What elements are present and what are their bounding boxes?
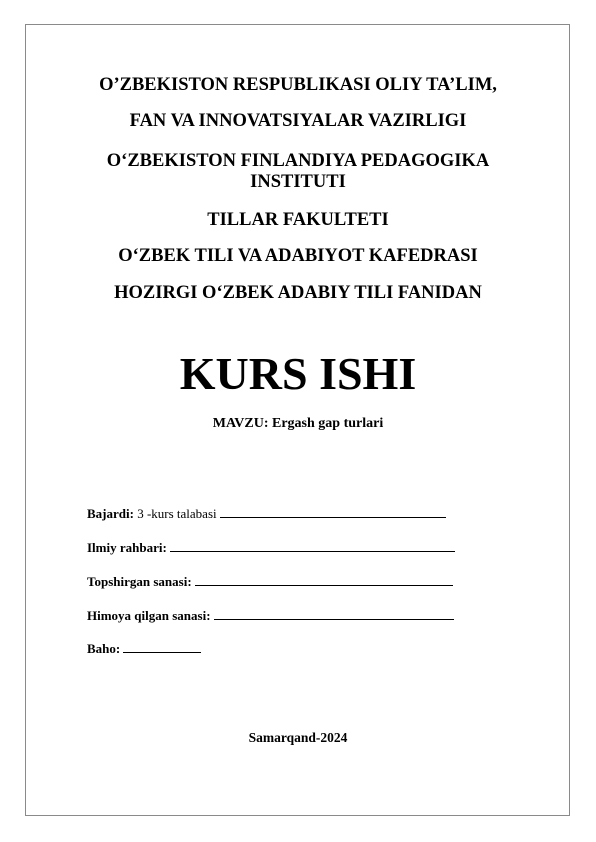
fill-line xyxy=(214,608,454,620)
field-bajardi xyxy=(87,506,446,522)
field-ilmiy-rahbari-label: Ilmiy rahbari: xyxy=(87,540,167,555)
fill-line xyxy=(220,506,446,518)
header-institute-line1: O‘ZBEKISTON FINLANDIYA PEDAGOGIKA xyxy=(106,151,490,171)
header-department: O‘ZBEK TILI VA ADABIYOT KAFEDRASI xyxy=(118,246,478,266)
header-ministry-line2: FAN VA INNOVATSIYALAR VAZIRLIGI xyxy=(129,111,467,131)
footer-city-year: Samarqand-2024 xyxy=(248,730,348,745)
fill-line xyxy=(123,641,201,653)
header-ministry-line1: O’ZBEKISTON RESPUBLIKASI OLIY TA’LIM, xyxy=(99,75,497,95)
fill-line xyxy=(170,540,455,552)
field-baho xyxy=(87,641,201,657)
fill-line xyxy=(195,574,453,586)
field-himoya-sanasi-label: Himoya qilgan sanasi: xyxy=(87,608,211,623)
field-bajardi-value: 3 -kurs talabasi xyxy=(133,506,217,521)
field-himoya-sanasi xyxy=(87,608,454,624)
header-subject: HOZIRGI O‘ZBEK ADABIY TILI FANIDAN xyxy=(114,283,482,303)
topic-line: MAVZU: Ergash gap turlari xyxy=(212,416,384,431)
field-ilmiy-rahbari xyxy=(87,540,455,556)
header-institute-line2: INSTITUTI xyxy=(250,172,346,192)
page-title: KURS ISHI xyxy=(179,348,417,399)
field-bajardi-label: Bajardi: xyxy=(87,506,134,521)
field-baho-label: Baho: xyxy=(87,641,121,656)
field-topshirgan-sanasi-label: Topshirgan sanasi: xyxy=(87,574,192,589)
header-faculty: TILLAR FAKULTETI xyxy=(207,210,389,230)
field-topshirgan-sanasi xyxy=(87,574,453,590)
